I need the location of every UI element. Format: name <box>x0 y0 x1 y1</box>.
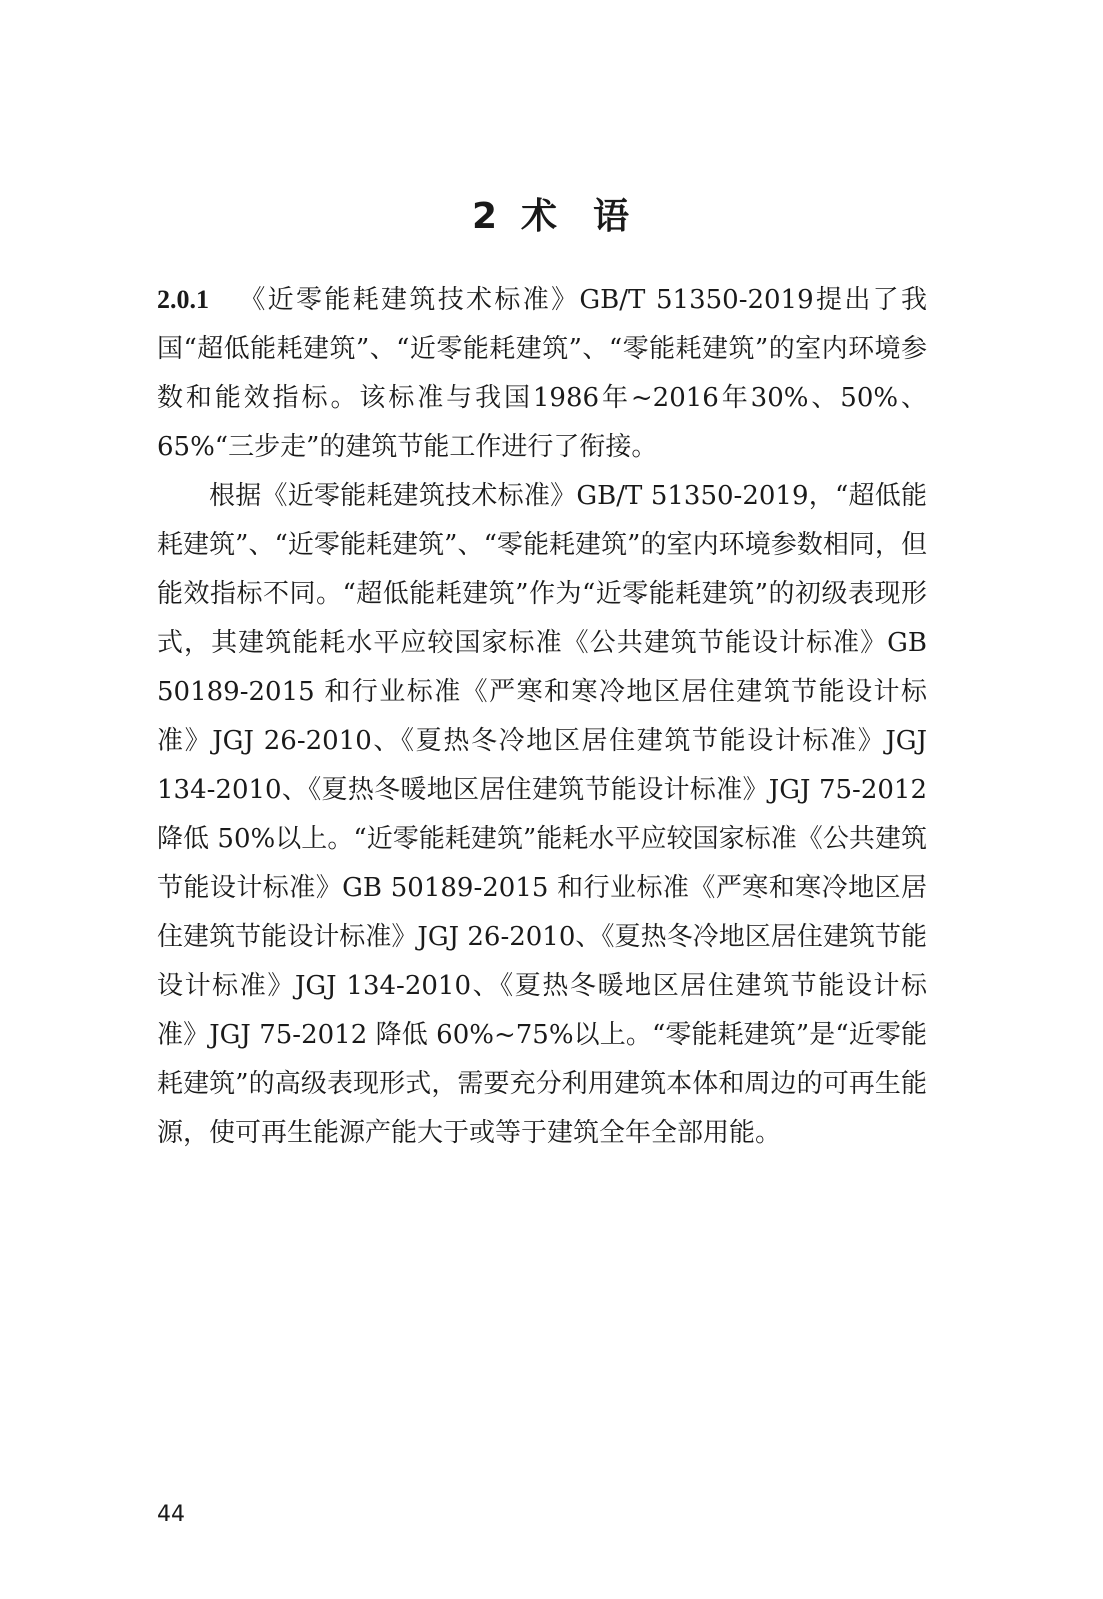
chapter-title <box>0 188 1103 239</box>
chapter-title-char-1: 术 <box>521 196 560 237</box>
page-number: 44 <box>157 1502 185 1527</box>
chapter-title-char-2: 语 <box>593 196 632 237</box>
chapter-number: 2 <box>471 196 500 237</box>
clause-paragraph-1 <box>157 275 927 472</box>
clause-paragraph-1-text: 《近零能耗建筑技术标准》GB/T 51350-2019提出了我国“超低能耗建筑”、“近零能耗建筑”、“零能耗建筑”的室内环境参数和能效指标。该标准与我国1986年~2016年30%、50%、65%“三步走”的建筑节能工作进行了衔接。 <box>157 285 927 462</box>
clause-number: 2.0.1 <box>157 285 209 314</box>
clause-body <box>157 275 927 1158</box>
clause-paragraph-2: 根据《近零能耗建筑技术标准》GB/T 51350-2019，“超低能耗建筑”、“近零能耗建筑”、“零能耗建筑”的室内环境参数相同，但能效指标不同。“超低能耗建筑”作为“近零能耗建筑”的初级表现形式，其建筑能耗水平应较国家标准《公共建筑节能设计标准》GB 50189-2015 和行业标准《严寒和寒冷地区居住建筑节能设计标准》JGJ 26-2010、《夏热冬冷地区居住建筑节能设计标准》JGJ 134-2010、《夏热冬暖地区居住建筑节能设计标准》JGJ 75-2012 降低 50%以上。“近零能耗建筑”能耗水平应较国家标准《公共建筑节能设计标准》GB 50189-2015 和行业标准《严寒和寒冷地区居住建筑节能设计标准》JGJ 26-2010、《夏热冬冷地区居住建筑节能设计标准》JGJ 134-2010、《夏热冬暖地区居住建筑节能设计标准》JGJ 75-2012 降低 60%~75%以上。“零能耗建筑”是“近零能耗建筑”的高级表现形式，需要充分利用建筑本体和周边的可再生能源，使可再生能源产能大于或等于建筑全年全部用能。 <box>157 481 927 1148</box>
